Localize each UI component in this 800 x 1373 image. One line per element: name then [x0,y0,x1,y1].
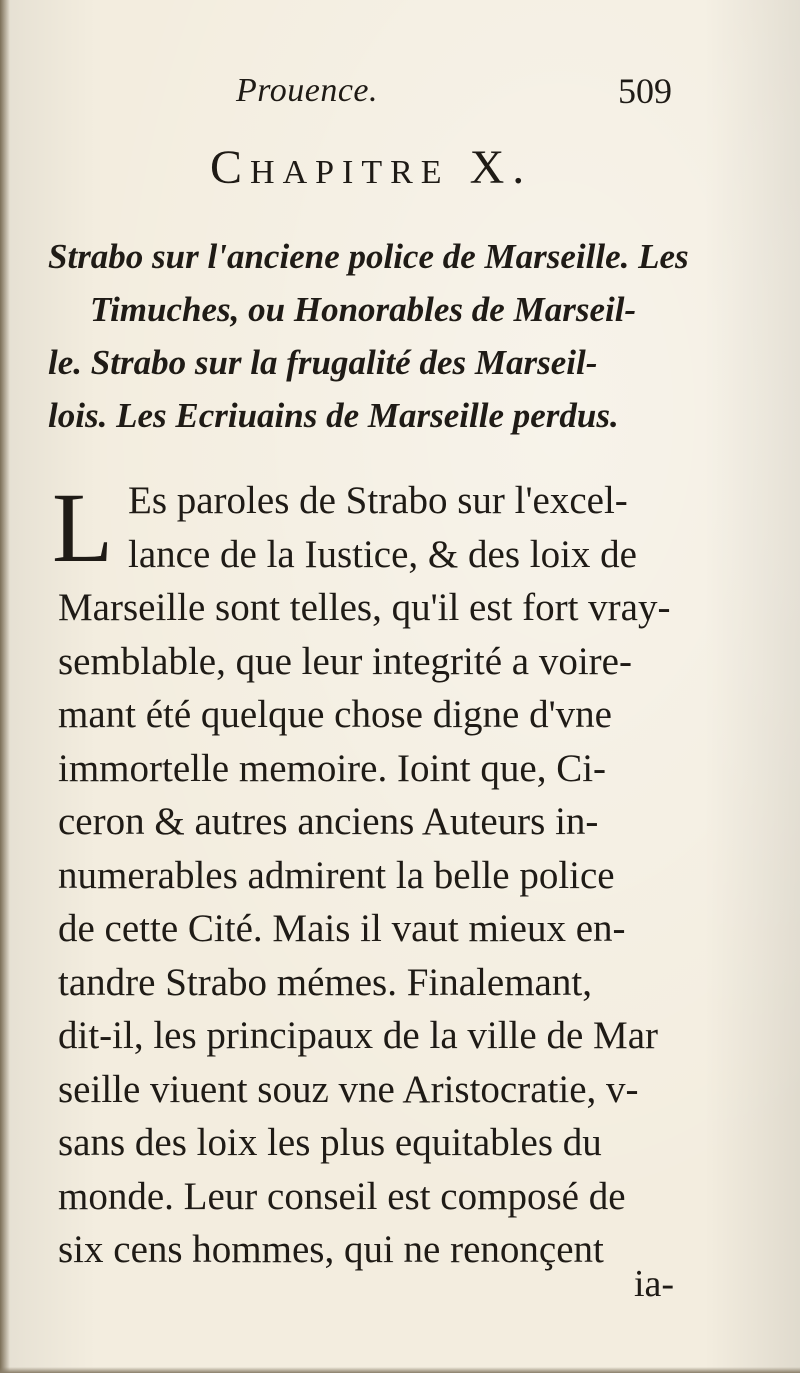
body-line: mant été quelque chose digne d'vne [58,693,612,736]
summary-line: le. Strabo sur la frugalité des Marseil- [48,343,598,382]
body-line: lance de la Iustice, & des loix de [128,532,637,576]
body-line: six cens hommes, qui ne renonçent [58,1228,604,1271]
page-number: 509 [618,71,672,111]
body-line: seille viuent souz vne Aristocratie, v- [58,1067,639,1111]
body-line: monde. Leur conseil est composé de [58,1174,626,1218]
running-title: Prouence. [236,72,379,109]
body-line: de cette Cité. Mais il vaut mieux en- [58,907,626,950]
body-line: Es paroles de Strabo sur l'excel- [128,479,628,522]
catchword: ia- [634,1263,675,1305]
body-line: ceron & autres anciens Auteurs in- [58,800,599,843]
body-line: tandre Strabo mémes. Finalemant, [58,960,592,1004]
body-line: immortelle memoire. Ioint que, Ci- [58,746,607,790]
body-line: Marseille sont telles, qu'il est fort vray- [58,586,671,629]
page-bottom-edge [0,1367,800,1373]
drop-cap: L [52,472,114,583]
body-line: semblable, que leur integrité a voire- [58,639,632,683]
body-line: numerables admirent la belle police [58,853,615,897]
body-line: dit-il, les principaux de la ville de Mar [58,1014,658,1057]
body-line: sans des loix les plus equitables du [58,1121,602,1164]
body-text [52,472,778,1277]
summary-line: Timuches, ou Honorables de Marseil- [90,290,637,329]
summary-line: lois. Les Ecriuains de Marseille perdus. [48,396,619,435]
summary-line: Strabo sur l'anciene police de Marseille. Les [48,237,689,276]
chapter-title: Chapitre X. [210,141,533,194]
page-edge-shadow [0,0,10,1373]
chapter-summary [48,230,768,442]
